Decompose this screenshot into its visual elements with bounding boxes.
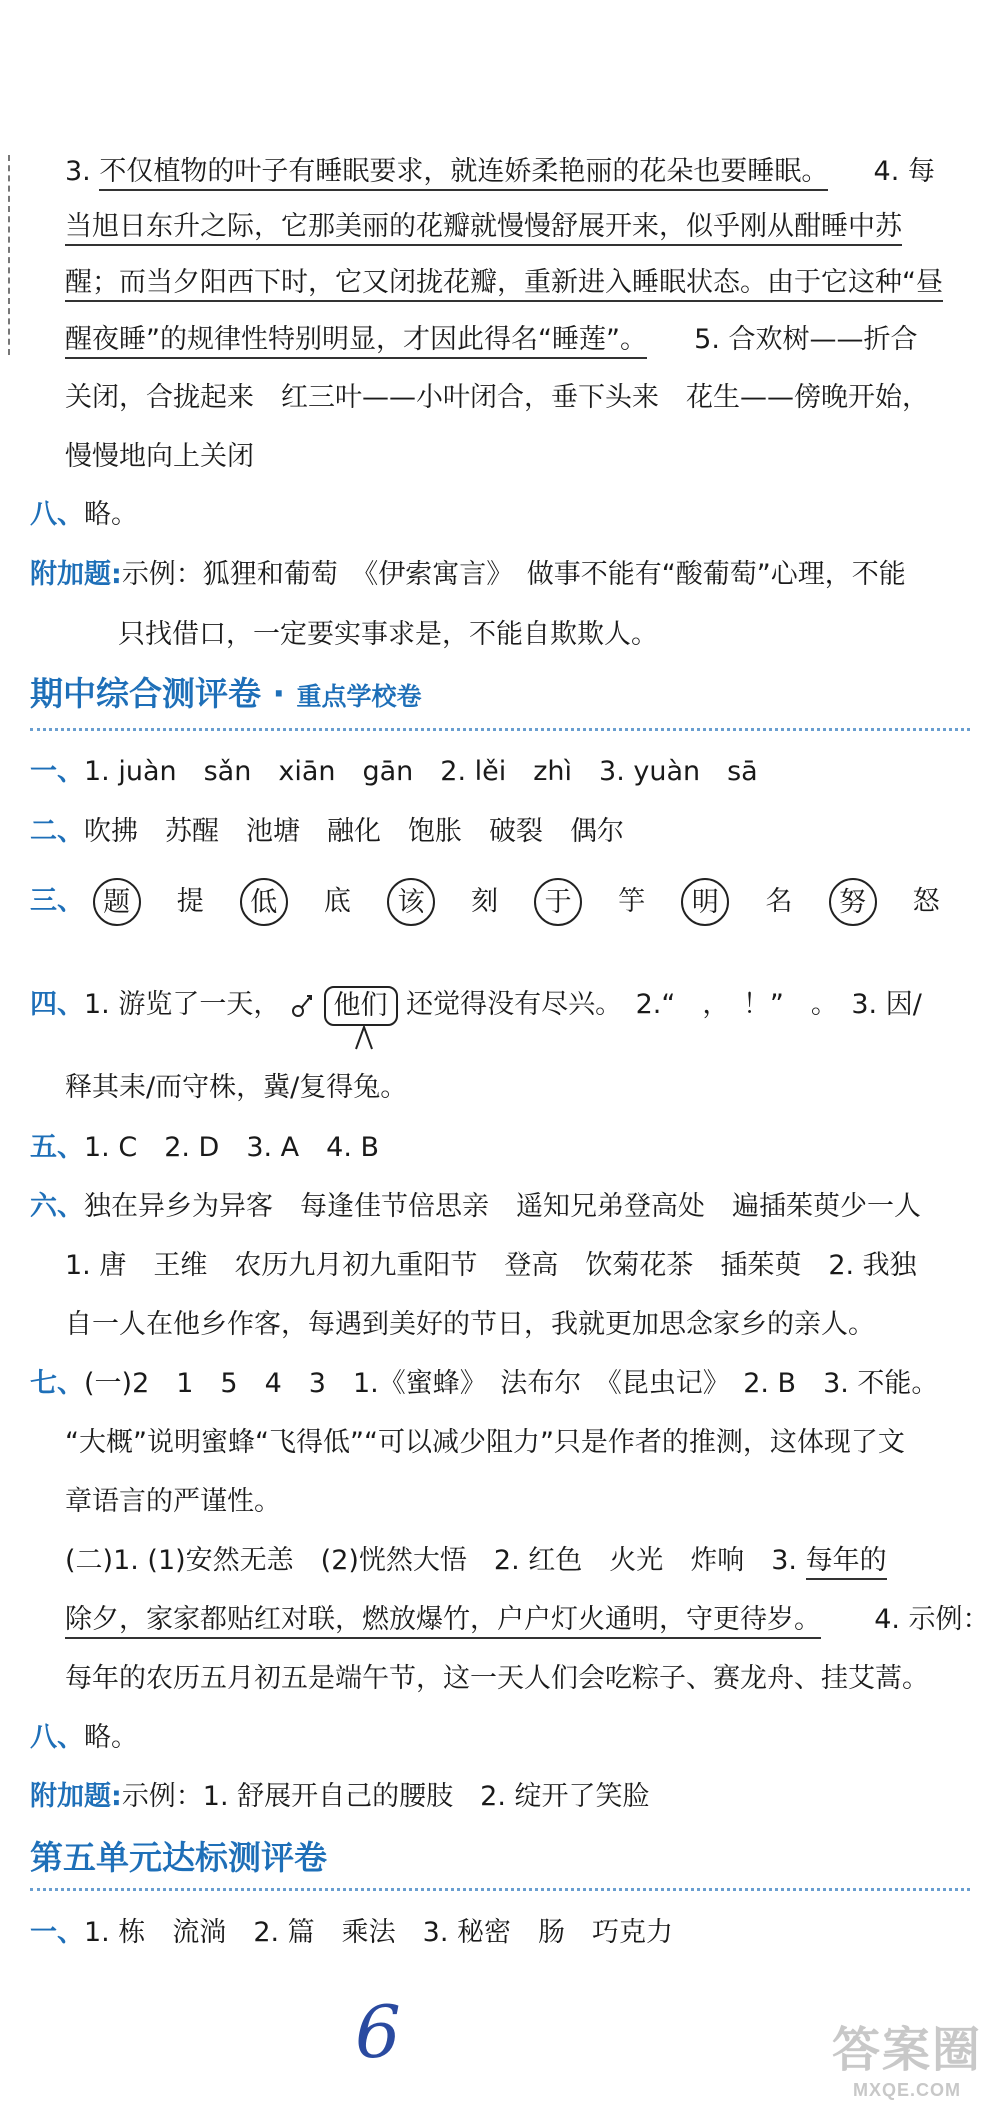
insertion-mark-icon: [289, 991, 315, 1021]
caret-mark-icon: [354, 1025, 374, 1051]
dotted-rule: [30, 728, 970, 731]
watermark-url: MXQE.COM: [852, 2080, 961, 2100]
section-title-text: 第五单元达标测评卷: [30, 1838, 327, 1877]
char: 刻: [471, 886, 499, 917]
answer-line: 章语言的严谨性。: [65, 1486, 281, 1517]
answer-line: [65, 263, 943, 303]
circled-char: 于: [534, 878, 582, 926]
question-eight: [30, 495, 138, 535]
underlined-answer: 当旭日东升之际，它那美丽的花瓣就慢慢舒展开来，似乎刚从酣睡中苏: [65, 211, 902, 246]
answer-text: 1. 栋 流淌 2. 篇 乘法 3. 秘密 肠 巧克力: [84, 1917, 674, 1948]
circled-char: 该: [387, 878, 435, 926]
bonus-question: [30, 555, 906, 595]
answer-line: 1. 唐 王维 农历九月初九重阳节 登高 饮菊花茶 插茱萸 2. 我独: [65, 1250, 917, 1281]
watermark-text: 答案圈: [832, 2024, 983, 2077]
answer-line: [65, 320, 918, 360]
answer-line: [65, 1600, 990, 1640]
question-number: 三、: [30, 885, 84, 917]
underlined-answer: 不仅植物的叶子有睡眠要求，就连娇柔艳丽的花朵也要睡眠。: [99, 156, 828, 191]
watermark: [832, 2011, 982, 2101]
question-one: [30, 1913, 673, 1953]
answer-line: [65, 207, 902, 247]
question-number: 八、: [30, 499, 84, 530]
char: 竽: [618, 886, 646, 917]
question-number: 一、: [30, 1917, 84, 1948]
answer-line: 释其耒/而守株，冀/复得兔。: [65, 1072, 408, 1103]
dotted-rule: [30, 1888, 970, 1891]
circled-char: 努: [829, 878, 877, 926]
circled-char: 明: [681, 878, 729, 926]
question-number: 四、: [30, 989, 84, 1020]
answer-text: 1. 游览了一天，: [84, 989, 281, 1020]
answer-text: (一)2 1 5 4 3 1.《蜜蜂》 法布尔 《昆虫记》 2. B 3. 不能。: [84, 1368, 939, 1399]
answer-text: 略。: [84, 499, 138, 530]
section-title: [30, 1836, 327, 1880]
answer-line: 每年的农历五月初五是端午节，这一天人们会吃粽子、赛龙舟、挂艾蒿。: [65, 1663, 929, 1694]
question-eight: [30, 1718, 138, 1758]
binding-dashed-line: [8, 155, 10, 355]
answer-line: 自一人在他乡作客，每遇到美好的节日，我就更加思念家乡的亲人。: [65, 1309, 875, 1340]
underlined-answer: 每年的: [806, 1545, 887, 1580]
answer-line: [65, 1541, 887, 1581]
question-one: [30, 752, 758, 792]
char: 名: [765, 886, 793, 917]
handwritten-page-number: 6: [355, 1990, 401, 2074]
question-three: [30, 878, 950, 926]
circled-char: 题: [93, 878, 141, 926]
answer-text: 吹拂 苏醒 池塘 融化 饱胀 破裂 偶尔: [84, 816, 624, 847]
answer-text: (二)1. (1)安然无恙 (2)恍然大悟 2. 红色 火光 炸响 3.: [65, 1545, 798, 1576]
bonus-question: [30, 1777, 650, 1817]
circled-char: 低: [240, 878, 288, 926]
section-title: [30, 672, 422, 719]
question-four: [30, 985, 922, 1026]
answer-text: 4. 示例：: [874, 1604, 990, 1635]
question-number: 七、: [30, 1368, 84, 1399]
char: 提: [176, 886, 204, 917]
answer-line: “大概”说明蜜蜂“飞得低”“可以减少阻力”只是作者的推测，这体现了文: [65, 1427, 905, 1458]
bonus-label: 附加题:: [30, 559, 122, 590]
answer-text: 略。: [84, 1722, 138, 1753]
answer-text: 还觉得没有尽兴。 2.“ ， ！” 。 3. 因/: [406, 989, 922, 1020]
bonus-label: 附加题:: [30, 1781, 122, 1812]
answer-text: 1. C 2. D 3. A 4. B: [84, 1132, 380, 1163]
title-separator: ·: [272, 674, 286, 713]
section-title-text: 期中综合测评卷: [30, 674, 261, 713]
question-number: 八、: [30, 1722, 84, 1753]
answer-text: 4. 每: [873, 156, 935, 187]
answer-line: 只找借口，一定要实事求是，不能自欺欺人。: [118, 619, 658, 650]
answer-text: 5. 合欢树——折合: [694, 324, 918, 355]
underlined-answer: 醒；而当夕阳西下时，它又闭拢花瓣，重新进入睡眠状态。由于它这种“昼: [65, 267, 943, 302]
question-five: [30, 1128, 379, 1168]
answer-number: 3.: [65, 156, 91, 187]
underlined-answer: 醒夜睡”的规律性特别明显，才因此得名“睡莲”。: [65, 324, 647, 359]
question-two: [30, 812, 624, 852]
char: 底: [323, 886, 351, 917]
answer-line: 关闭，合拢起来 红三叶——小叶闭合，垂下头来 花生——傍晚开始，: [65, 382, 929, 413]
section-subtitle: 重点学校卷: [296, 682, 422, 711]
answer-text: 示例：狐狸和葡萄 《伊索寓言》 做事不能有“酸葡萄”心理，不能: [121, 559, 906, 590]
question-number: 一、: [30, 756, 84, 787]
char: 怒: [912, 886, 940, 917]
answer-line: [65, 152, 935, 192]
answer-text: 1. juàn sǎn xiān gān 2. lěi zhì 3. yuàn sā: [84, 756, 758, 787]
question-six: [30, 1187, 921, 1227]
question-number: 五、: [30, 1132, 84, 1163]
answer-text: 示例：1. 舒展开自己的腰肢 2. 绽开了笑脸: [121, 1781, 650, 1812]
question-number: 六、: [30, 1191, 84, 1222]
question-seven: [30, 1364, 938, 1404]
underlined-answer: 除夕，家家都贴红对联，燃放爆竹，户户灯火通明，守更待岁。: [65, 1604, 821, 1639]
question-number: 二、: [30, 816, 84, 847]
answer-text: 独在异乡为异客 每逢佳节倍思亲 遥知兄弟登高处 遍插茱萸少一人: [84, 1191, 921, 1222]
inserted-word-box: 他们: [324, 986, 398, 1026]
answer-line: 慢慢地向上关闭: [65, 441, 254, 472]
